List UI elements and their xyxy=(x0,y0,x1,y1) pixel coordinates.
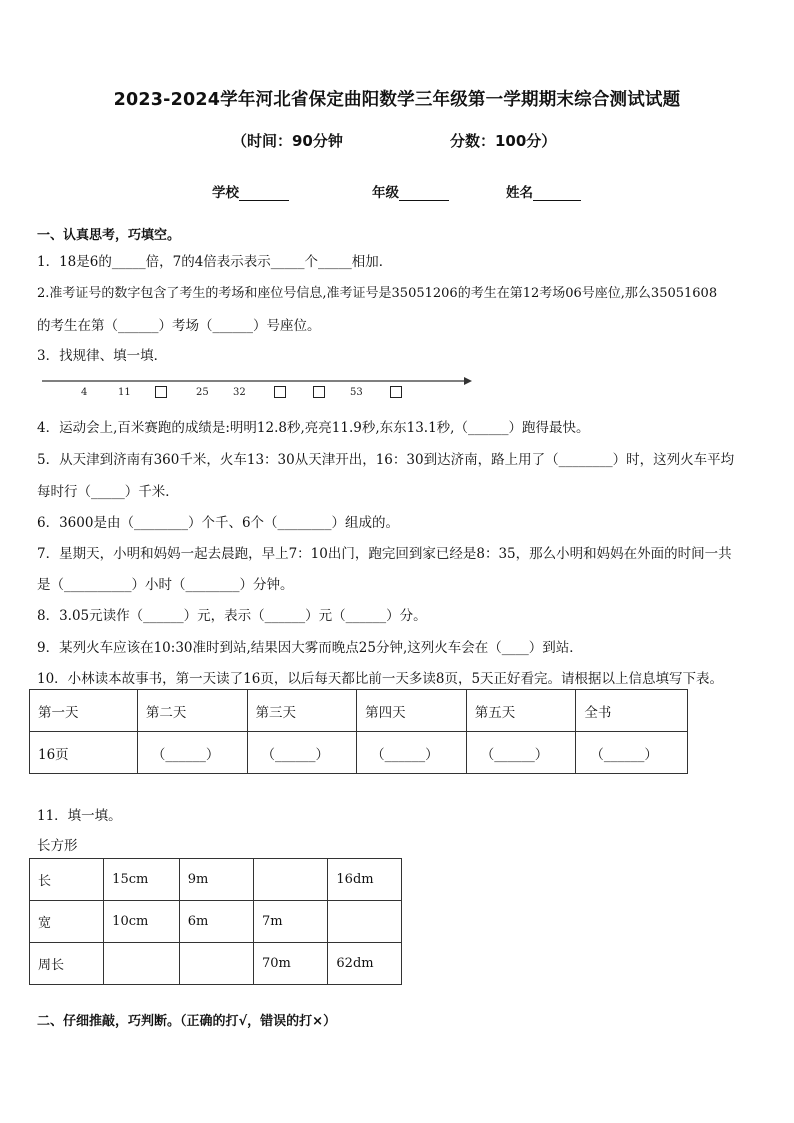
table-row-header: 长 xyxy=(30,859,104,901)
number-line-blank-box[interactable] xyxy=(313,386,325,398)
grade-label: 年级 xyxy=(372,185,399,201)
question-9: 9．某列火车应该在10:30准时到站,结果因大雾而晚点25分钟,这列火车会在（____）到站． xyxy=(37,640,583,656)
table-cell: 62dm xyxy=(328,943,402,985)
question-1: 1．18是6的_____倍，7的4倍表示表示_____个_____相加． xyxy=(37,254,393,270)
table-row-header: 宽 xyxy=(30,901,104,943)
section-1-heading: 一、认真思考，巧填空。 xyxy=(37,228,181,243)
reading-table-header-row xyxy=(30,690,688,732)
school-blank[interactable] xyxy=(239,186,289,201)
question-10: 10．小林读本故事书，第一天读了16页，以后每天都比前一天多读8页，5天正好看完。请根据以上信息填写下表。 xyxy=(37,671,724,687)
section-2-heading: 二、仔细推敲，巧判断。（正确的打√，错误的打×） xyxy=(37,1014,337,1029)
question-4: 4．运动会上,百米赛跑的成绩是:明明12.8秒,亮亮11.9秒,东东13.1秒,（______）跑得最快。 xyxy=(37,420,590,436)
table-header-cell: 第四天 xyxy=(357,690,467,732)
exam-time: （时间：90分钟 xyxy=(232,132,343,150)
rectangle-table-row xyxy=(30,943,402,985)
reading-table xyxy=(29,689,688,774)
question-7-line-1: 7．星期天，小明和妈妈一起去晨跑，早上7：10出门，跑完回到家已经是8：35，那么小明和妈妈在外面的时间一共 xyxy=(37,546,732,562)
rectangle-table xyxy=(29,858,402,985)
number-line-label: 11 xyxy=(118,387,131,398)
question-7-line-2: 是（__________）小时（________）分钟。 xyxy=(37,577,294,593)
table-cell: 10cm xyxy=(104,901,180,943)
table-answer-cell[interactable] xyxy=(179,943,253,985)
table-header-cell: 第一天 xyxy=(30,690,138,732)
name-blank[interactable] xyxy=(533,186,581,201)
reading-table-row xyxy=(30,732,688,774)
table-header-cell: 全书 xyxy=(576,690,688,732)
table-header-cell: 第二天 xyxy=(137,690,247,732)
page-title: 2023-2024学年河北省保定曲阳数学三年级第一学期期末综合测试试题 xyxy=(113,90,681,110)
table-answer-cell[interactable]: （______） xyxy=(466,732,576,774)
number-line-axis xyxy=(40,372,475,388)
table-answer-cell[interactable]: （______） xyxy=(576,732,688,774)
table-row-header: 周长 xyxy=(30,943,104,985)
number-line-label: 25 xyxy=(196,387,209,398)
question-11-subtitle: 长方形 xyxy=(37,838,78,854)
table-answer-cell[interactable]: （______） xyxy=(357,732,467,774)
school-field xyxy=(212,181,289,201)
table-cell: 7m xyxy=(253,901,327,943)
table-cell: 9m xyxy=(179,859,253,901)
question-2-line-1: 2.准考证号的数字包含了考生的考场和座位号信息,准考证号是35051206的考生在第12考场06号座位,那么35051608 xyxy=(37,286,718,301)
question-11: 11．填一填。 xyxy=(37,808,122,824)
table-answer-cell[interactable]: （______） xyxy=(247,732,357,774)
table-header-cell: 第五天 xyxy=(466,690,576,732)
grade-blank[interactable] xyxy=(399,186,449,201)
table-answer-cell[interactable]: （______） xyxy=(137,732,247,774)
question-5-line-1: 5．从天津到济南有360千米，火车13：30从天津开出，16：30到达济南，路上用了（________）时，这列火车平均 xyxy=(37,452,735,468)
name-label: 姓名 xyxy=(506,185,533,201)
question-2-line-2: 的考生在第（______）考场（______）号座位。 xyxy=(37,318,321,334)
exam-score: 分数：100分） xyxy=(450,132,557,150)
number-line-blank-box[interactable] xyxy=(155,386,167,398)
number-line-label: 32 xyxy=(233,387,246,398)
number-line-blank-box[interactable] xyxy=(390,386,402,398)
name-field xyxy=(506,181,581,201)
table-answer-cell[interactable] xyxy=(253,859,327,901)
number-line-blank-box[interactable] xyxy=(274,386,286,398)
question-8: 8．3.05元读作（______）元，表示（______）元（______）分。 xyxy=(37,608,427,624)
number-line-label: 4 xyxy=(81,387,88,398)
rectangle-table-row xyxy=(30,859,402,901)
table-answer-cell[interactable] xyxy=(104,943,180,985)
table-answer-cell[interactable] xyxy=(328,901,402,943)
question-6: 6．3600是由（________）个千、6个（________）组成的。 xyxy=(37,515,400,531)
grade-field xyxy=(372,181,449,201)
table-cell: 15cm xyxy=(104,859,180,901)
table-cell: 70m xyxy=(253,943,327,985)
table-cell: 16dm xyxy=(328,859,402,901)
rectangle-table-row xyxy=(30,901,402,943)
number-line-label: 53 xyxy=(350,387,363,398)
school-label: 学校 xyxy=(212,185,239,201)
table-header-cell: 第三天 xyxy=(247,690,357,732)
table-cell: 6m xyxy=(179,901,253,943)
table-cell: 16页 xyxy=(30,732,138,774)
question-5-line-2: 每时行（_____）千米． xyxy=(37,484,179,500)
question-3: 3．找规律、填一填． xyxy=(37,348,168,364)
